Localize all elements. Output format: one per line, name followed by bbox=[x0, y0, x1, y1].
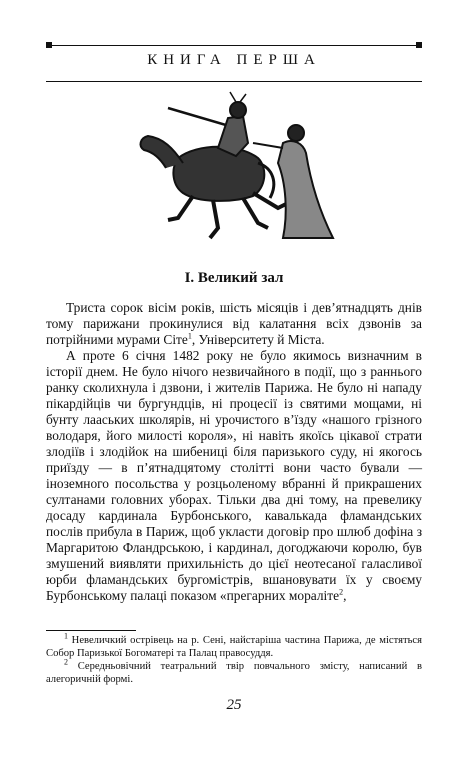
paragraph-1-text-a: Триста сорок вісім років, шість місяців і дев’ятнадцять днів тому парижани прокинулися від калатання всіх дзвонів за потрійними мурами Сіте bbox=[46, 300, 422, 347]
paragraph-2-text-a: А проте 6 січня 1482 року не було якимось визначним в історії днем. Не було нічого незвичайного в події, що з раннього ранку сколихнула і дзвони, і жителів Парижа. Не було ні нападу пікардійців чи бургундців, ні процесії із святими мощами, ні бунту лааських школярів, ні урочистого в’їзду «нашого грізного володаря, його милості короля», ні навіть якоїсь цікавої страти злодіїв і злодійок на шибениці біля паризького суду, ні якогось приїзду — в п’ятнадцятому столітті вони часто бували — іноземного посольства у розцьоленому вбранні й прикрашених султанами головних уборах. Тільки два дні тому, на превелику досаду кардинала Бурбонського, кавалькада фламандських послів прибула в Париж, щоб укласти договір про шлюб дофіна з Маргаритою Фландрською, і кардинал, догоджаючи королю, був змушений виявляти прихильність до цієї неотесаної галасливої юрби фламандських бургомістрів, вшановувати їх у своєму Бурбонському палаці показом «прегарних мораліте bbox=[46, 348, 422, 603]
footnote-1 bbox=[46, 631, 422, 660]
footnote-1-text: Невеличкий острівець на р. Сені, найстаріша частина Парижа, де містяться Собор Паризької Богоматері та Палац правосуддя. bbox=[46, 635, 422, 659]
paragraph-1 bbox=[46, 300, 422, 348]
footnote-2-text: Середньовічний театральний твір повчального змісту, написаний в алегоричній формі. bbox=[46, 661, 422, 685]
paragraph-2-text-b: , bbox=[343, 588, 347, 603]
header-rule-bottom bbox=[46, 81, 422, 82]
footnote-2-number: 2 bbox=[64, 657, 68, 667]
knight-illustration bbox=[118, 88, 358, 248]
paragraph-2 bbox=[46, 348, 422, 604]
footnote-2 bbox=[46, 657, 422, 686]
footnote-1-number: 1 bbox=[64, 631, 68, 641]
footnote-ref-1: 1 bbox=[187, 331, 192, 341]
footnote-divider bbox=[46, 630, 136, 631]
paragraph-1-text-b: , Університету й Міста. bbox=[191, 332, 325, 347]
body-text bbox=[46, 300, 422, 604]
book-title: КНИГА ПЕРША bbox=[147, 52, 321, 68]
footnotes bbox=[46, 631, 422, 686]
page-number: 25 bbox=[226, 697, 242, 713]
footnote-ref-2: 2 bbox=[339, 587, 344, 597]
header-rule-top bbox=[46, 45, 422, 46]
chapter-title: І. Великий зал bbox=[184, 270, 284, 286]
